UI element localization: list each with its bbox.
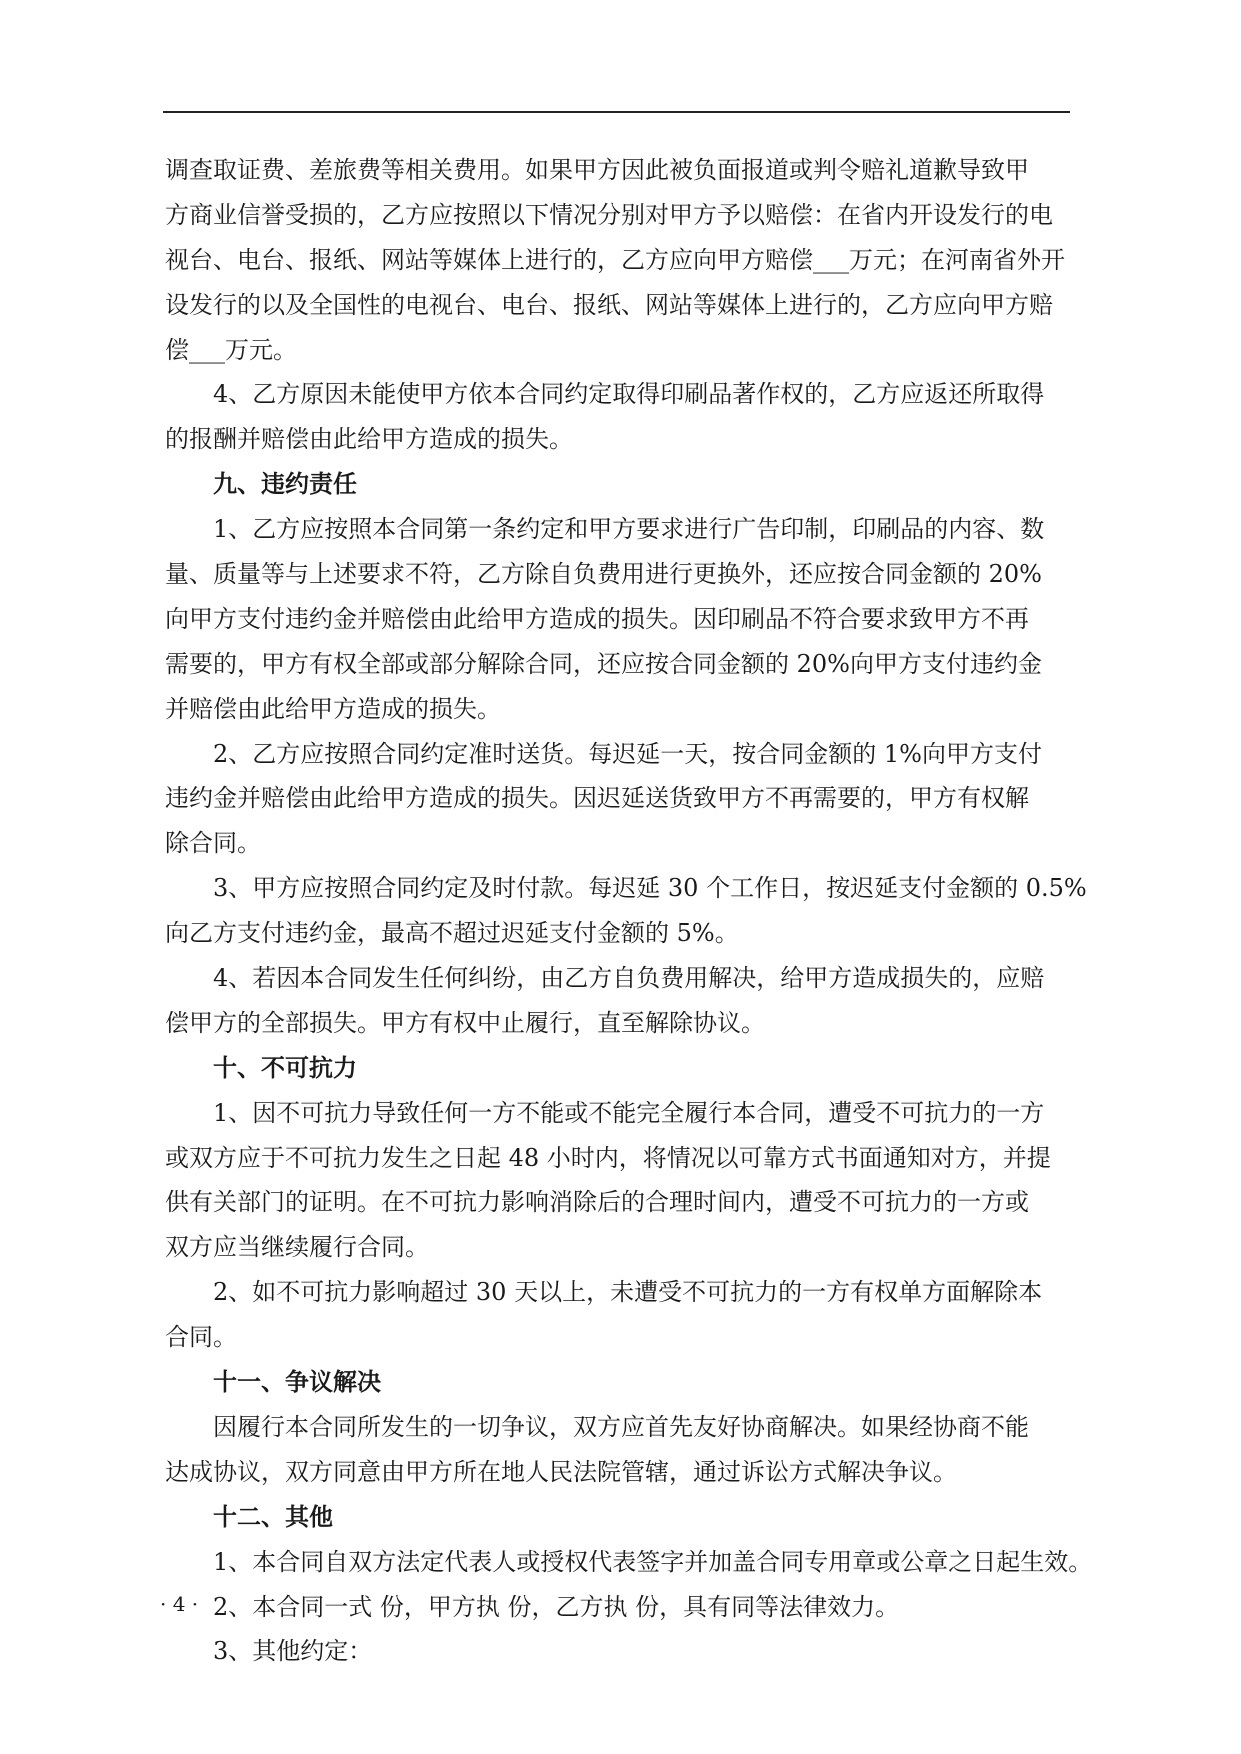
page-number: · 4 · <box>160 1592 199 1616</box>
text-line: 偿___万元。 <box>165 335 297 364</box>
text-line: 1、乙方应按照本合同第一条约定和甲方要求进行广告印制，印刷品的内容、数 <box>213 515 1045 544</box>
document-body <box>165 148 1093 1674</box>
text-line: 向甲方支付违约金并赔偿由此给甲方造成的损失。因印刷品不符合要求致甲方不再 <box>165 604 1029 633</box>
text-line: 供有关部门的证明。在不可抗力影响消除后的合理时间内，遭受不可抗力的一方或 <box>165 1188 1029 1217</box>
text-line: 方商业信誉受损的，乙方应按照以下情况分别对甲方予以赔偿：在省内开设发行的电 <box>165 200 1053 229</box>
text-line: 向乙方支付违约金，最高不超过迟延支付金额的 5%。 <box>165 919 739 948</box>
text-line: 违约金并赔偿由此给甲方造成的损失。因迟延送货致甲方不再需要的，甲方有权解 <box>165 784 1029 813</box>
section-heading: 十、不可抗力 <box>213 1053 357 1082</box>
text-line: 3、甲方应按照合同约定及时付款。每迟延 30 个工作日，按迟延支付金额的 0.5% <box>213 874 1087 903</box>
text-line: 并赔偿由此给甲方造成的损失。 <box>165 694 501 723</box>
section-heading: 九、违约责任 <box>213 470 357 499</box>
text-line: 量、质量等与上述要求不符，乙方除自负费用进行更换外，还应按合同金额的 20% <box>165 560 1042 589</box>
text-line: 双方应当继续履行合同。 <box>165 1233 429 1262</box>
text-line: 2、本合同一式 份，甲方执 份，乙方执 份，具有同等法律效力。 <box>213 1592 900 1621</box>
text-line: 偿甲方的全部损失。甲方有权中止履行，直至解除协议。 <box>165 1008 765 1037</box>
text-line: 1、因不可抗力导致任何一方不能或不能完全履行本合同，遭受不可抗力的一方 <box>213 1098 1045 1127</box>
text-line: 3、其他约定： <box>213 1637 373 1666</box>
text-line: 除合同。 <box>165 829 261 858</box>
text-line: 的报酬并赔偿由此给甲方造成的损失。 <box>165 425 573 454</box>
text-line: 4、乙方原因未能使甲方依本合同约定取得印刷品著作权的，乙方应返还所取得 <box>213 380 1045 409</box>
text-line: 合同。 <box>165 1323 237 1352</box>
text-line: 需要的，甲方有权全部或部分解除合同，还应按合同金额的 20%向甲方支付违约金 <box>165 649 1042 678</box>
text-line: 因履行本合同所发生的一切争议，双方应首先友好协商解决。如果经协商不能 <box>213 1412 1029 1441</box>
text-line: 1、本合同自双方法定代表人或授权代表签字并加盖合同专用章或公章之日起生效。 <box>213 1547 1093 1576</box>
header-rule <box>163 111 1070 113</box>
text-line: 设发行的以及全国性的电视台、电台、报纸、网站等媒体上进行的，乙方应向甲方赔 <box>165 290 1053 319</box>
text-line: 调查取证费、差旅费等相关费用。如果甲方因此被负面报道或判令赔礼道歉导致甲 <box>165 156 1029 184</box>
text-line: 达成协议，双方同意由甲方所在地人民法院管辖，通过诉讼方式解决争议。 <box>165 1457 957 1486</box>
text-line: 4、若因本合同发生任何纠纷，由乙方自负费用解决，给甲方造成损失的，应赔 <box>213 964 1045 993</box>
section-heading: 十二、其他 <box>213 1502 333 1531</box>
text-line: 视台、电台、报纸、网站等媒体上进行的，乙方应向甲方赔偿___万元；在河南省外开 <box>165 245 1065 274</box>
text-line: 或双方应于不可抗力发生之日起 48 小时内，将情况以可靠方式书面通知对方，并提 <box>165 1143 1051 1172</box>
text-line: 2、乙方应按照合同约定准时送货。每迟延一天，按合同金额的 1%向甲方支付 <box>213 739 1042 768</box>
text-line: 2、如不可抗力影响超过 30 天以上，未遭受不可抗力的一方有权单方面解除本 <box>213 1278 1043 1307</box>
section-heading: 十一、争议解决 <box>213 1368 381 1397</box>
